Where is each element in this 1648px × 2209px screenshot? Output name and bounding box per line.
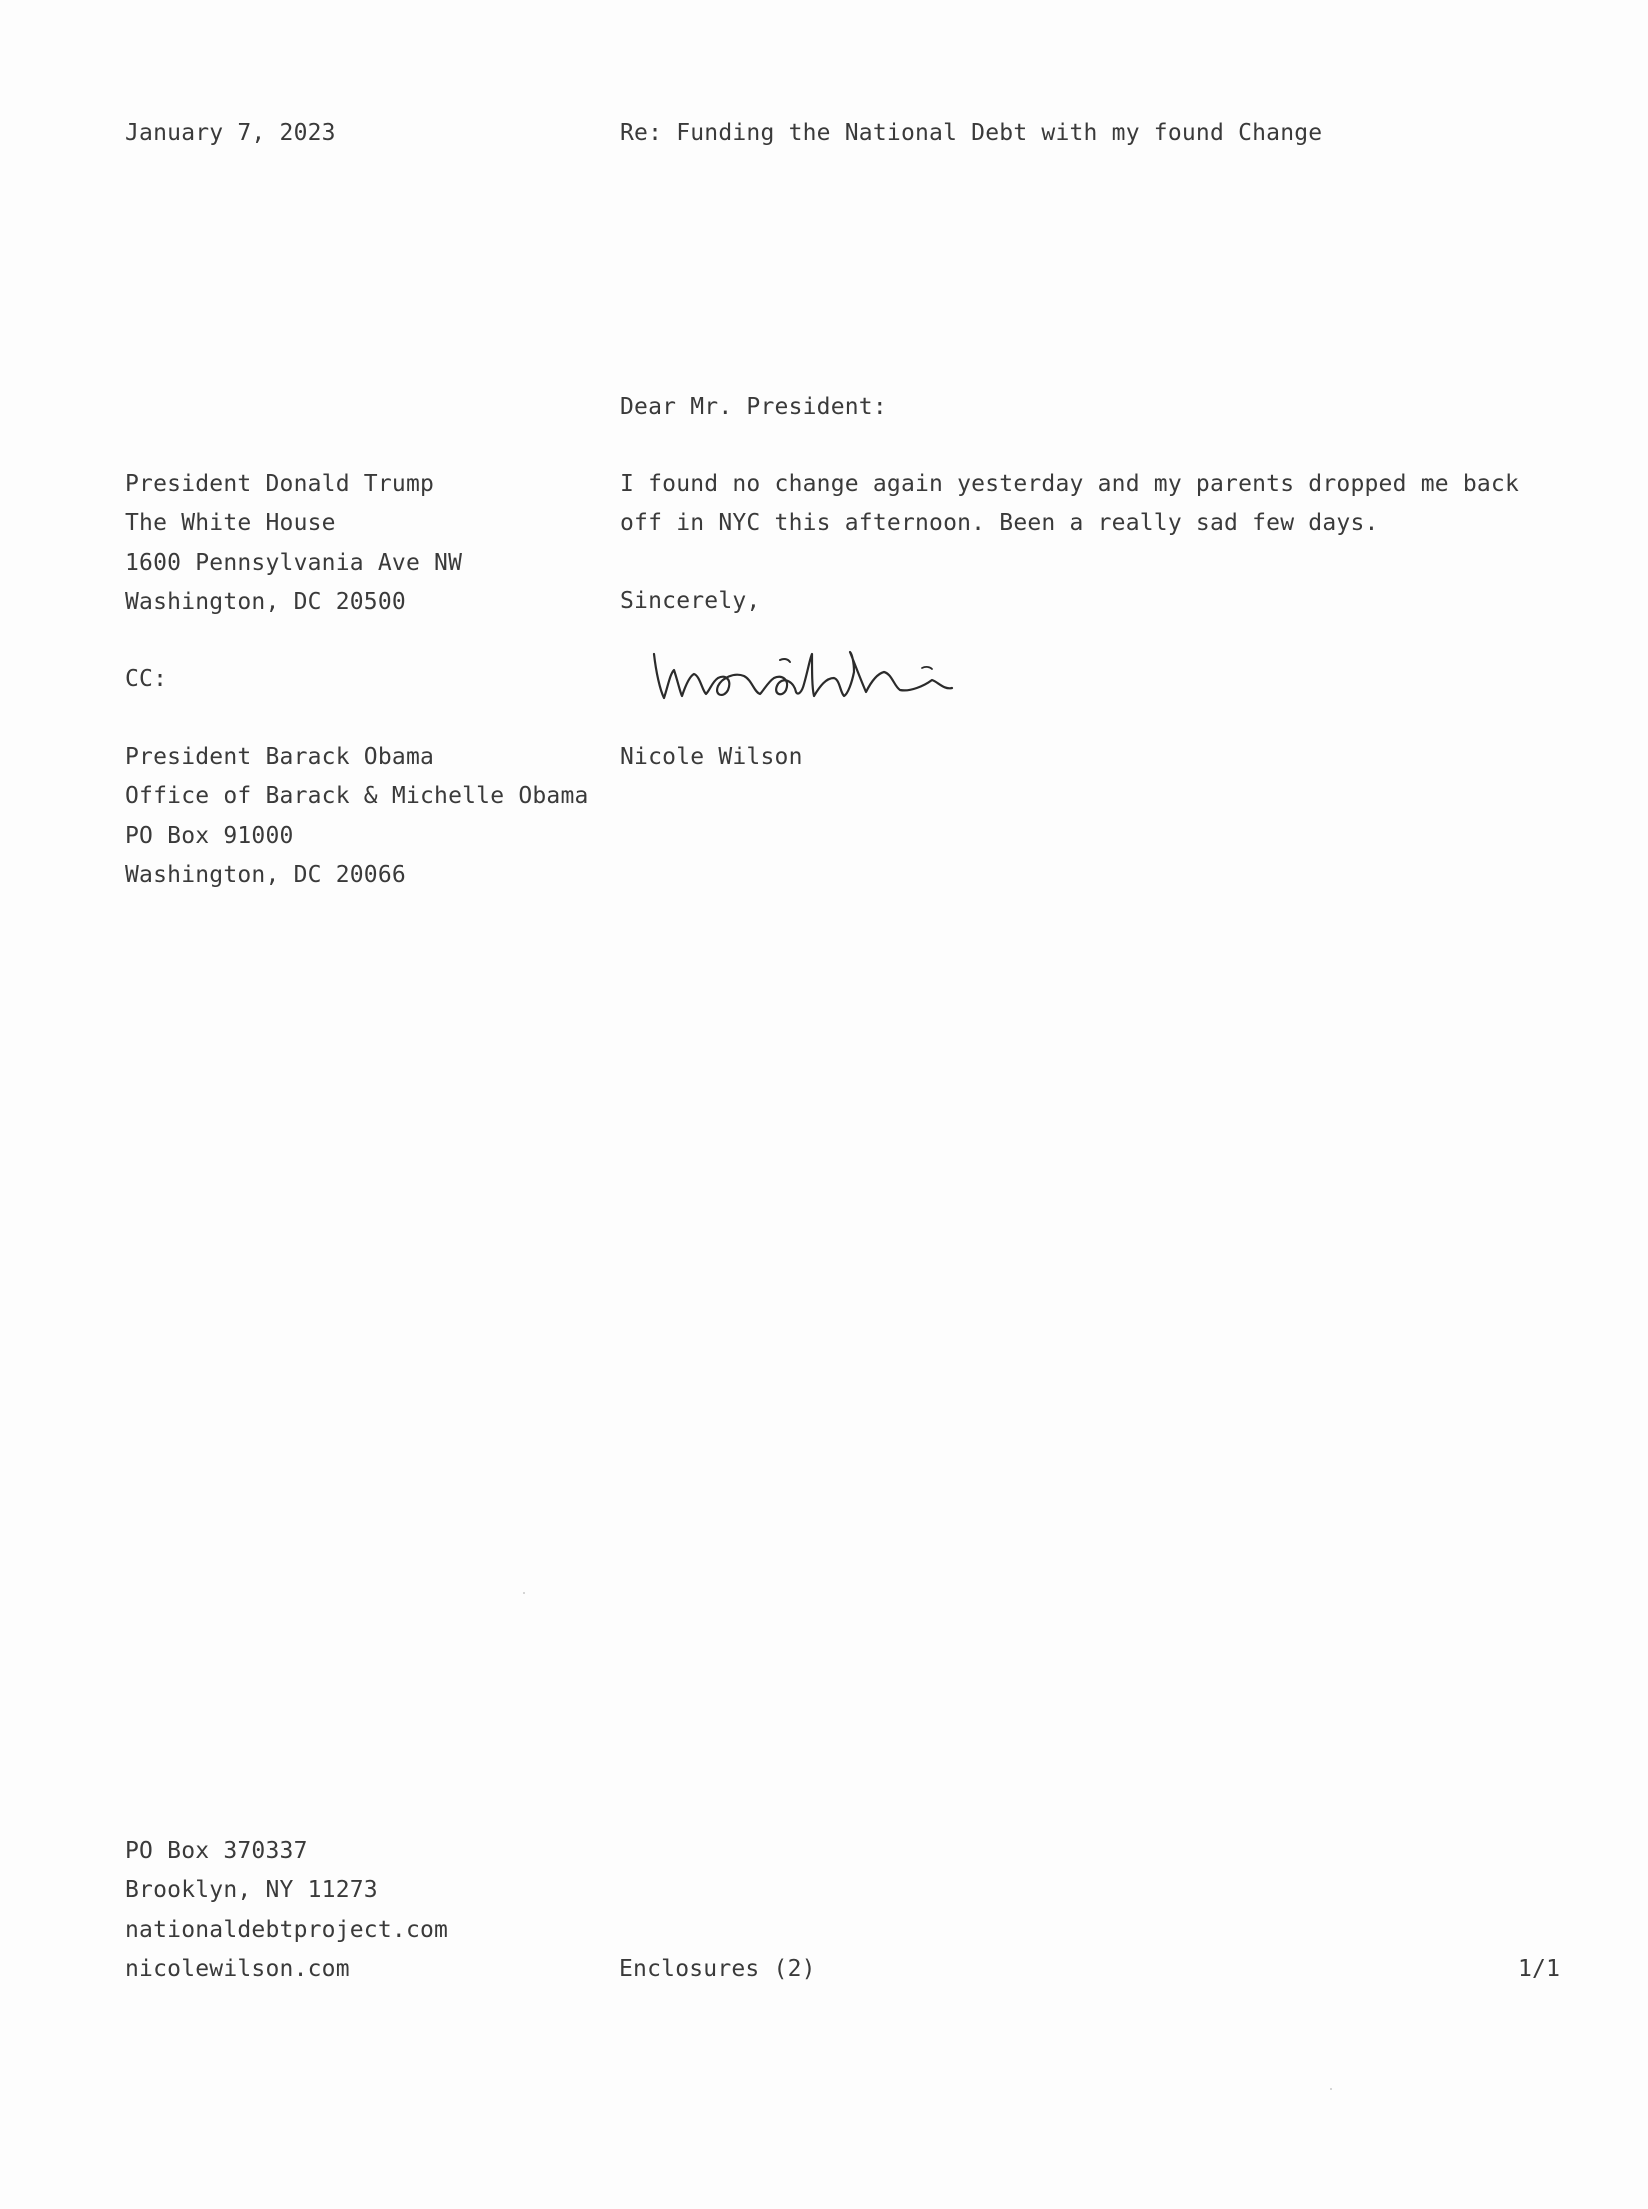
recipient-line: President Donald Trump: [125, 471, 435, 497]
closing: Sincerely,: [620, 588, 761, 614]
cc-address: [125, 738, 589, 895]
page-number: 1/1: [1518, 1956, 1561, 1982]
sender-line: Brooklyn, NY 11273: [125, 1877, 378, 1904]
salutation: Dear Mr. President:: [620, 394, 887, 420]
enclosures-note: Enclosures (2): [619, 1956, 816, 1982]
recipient-address: [125, 465, 462, 622]
recipient-line: The White House: [125, 510, 336, 537]
cc-line: Washington, DC 20066: [125, 861, 406, 888]
body-line: I found no change again yesterday and my parents dropped me back: [620, 471, 1520, 497]
cc-line: Office of Barack & Michelle Obama: [125, 783, 589, 810]
recipient-line: 1600 Pennsylvania Ave NW: [125, 549, 463, 576]
paper-speck: [523, 1592, 525, 1594]
cc-line: PO Box 91000: [125, 822, 294, 849]
body-line: off in NYC this afternoon. Been a really sad few days.: [620, 510, 1379, 537]
sender-address: [125, 1832, 448, 1989]
letter-date: January 7, 2023: [125, 120, 336, 146]
cc-line: President Barack Obama: [125, 744, 435, 770]
sender-line: PO Box 370337: [125, 1838, 308, 1864]
cc-label: CC:: [125, 666, 168, 692]
signer-name: Nicole Wilson: [620, 744, 803, 770]
sender-line: nicolewilson.com: [125, 1955, 350, 1982]
handwritten-signature: [648, 632, 988, 712]
paper-speck: [1330, 2088, 1332, 2090]
letter-subject: Re: Funding the National Debt with my found Change: [620, 120, 1323, 146]
sender-line: nationaldebtproject.com: [125, 1916, 449, 1943]
recipient-line: Washington, DC 20500: [125, 588, 406, 615]
letter-body: [620, 465, 1519, 544]
